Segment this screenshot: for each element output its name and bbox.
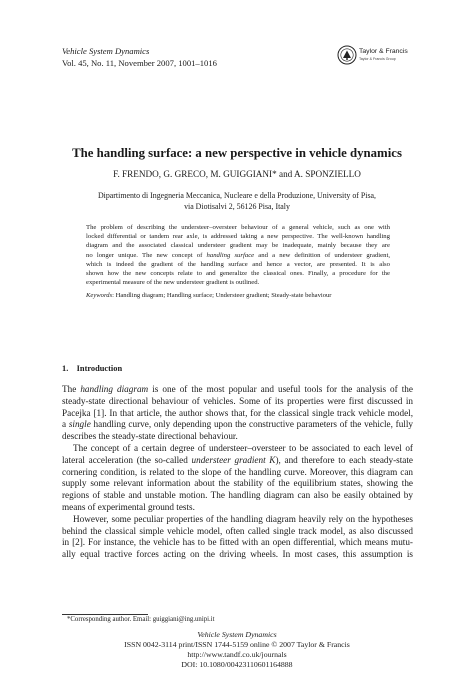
emphasis: understeer gradient K xyxy=(191,454,276,465)
keywords xyxy=(86,292,390,299)
body-line: However, some peculiar properties of the handling diagram heavily rely on the hypotheses xyxy=(73,513,413,524)
footer-journal: Vehicle System Dynamics xyxy=(197,630,277,639)
paragraph xyxy=(62,384,413,443)
footer-doi: DOI: 10.1080/00423110601164888 xyxy=(181,660,293,669)
body-line: supply some relevant information about the stability of the equilibrium states, showing the xyxy=(62,478,413,489)
body-line: steady-state directional behaviour of vehicles. Some of its properties were first discussed in xyxy=(62,395,413,406)
footnote-divider xyxy=(62,614,148,615)
affiliation-line: via Diotisalvi 2, 56126 Pisa, Italy xyxy=(184,202,290,211)
text-run: is one of the most popular and useful tools for the analysis of the xyxy=(148,384,413,394)
affiliation-line: Dipartimento di Ingegneria Meccanica, Nucleare e della Produzione, University of Pisa, xyxy=(97,191,377,200)
section-number: 1. xyxy=(62,364,69,373)
publisher-group: Taylor & Francis Group xyxy=(359,57,396,61)
abstract-emphasis: handling surface xyxy=(206,251,255,259)
footer-url[interactable]: http://www.tandf.co.uk/journals xyxy=(187,650,287,659)
footer-issn: ISSN 0042-3114 print/ISSN 1744-5159 online © 2007 Taylor & Francis xyxy=(124,640,350,649)
paragraph xyxy=(62,514,413,561)
body-line xyxy=(62,419,413,431)
body-line: cornering condition, is related to the slope of the handling curve. Moreover, this diagram can xyxy=(62,466,413,477)
text-run: The xyxy=(62,384,81,394)
journal-issue: Vol. 45, No. 11, November 2007, 1001–1016 xyxy=(62,58,217,68)
body-line: ally equal tractive forces acting on the driving wheels. In most cases, this assumption is xyxy=(62,549,413,560)
abstract-line xyxy=(86,251,390,260)
emphasis: single xyxy=(68,419,91,430)
publisher-block xyxy=(337,43,427,69)
section-heading xyxy=(62,364,122,373)
page-footer xyxy=(0,630,474,670)
taylor-francis-logo-icon xyxy=(337,45,357,65)
body-line xyxy=(62,455,413,467)
keywords-text: : Handling diagram; Handling surface; Understeer gradient; Steady-state behaviour xyxy=(112,292,332,299)
publisher-name: Taylor & Francis xyxy=(359,48,408,55)
authors: F. FRENDO, G. GRECO, M. GUIGGIANI* and A. SPONZIELLO xyxy=(113,169,361,179)
abstract-line: diagram and the associated classical understeer gradient may be inadequate, mainly because they are xyxy=(86,242,390,250)
keywords-label: Keywords xyxy=(86,292,113,299)
body-line: means of experimental ground tests. xyxy=(62,501,195,512)
abstract-line: locked differential or tandem rear axle, is addressed taking a new perspective. The well-known handling xyxy=(86,233,390,241)
article-title: The handling surface: a new perspective in vehicle dynamics xyxy=(72,146,402,160)
abstract xyxy=(86,223,390,287)
body-line: regions of stable and unstable motion. The handling diagram can also be easily obtained by xyxy=(62,490,413,501)
body-line: Pacejka [1]. In that article, the author shows that, for the classical single track vehicle model, xyxy=(62,407,413,418)
body-line: behind the classical simple vehicle model, often called single track model, as also discussed xyxy=(62,525,413,536)
abstract-line: shown how the new concepts relate to and generalize the classical ones. Finally, a procedure for the xyxy=(86,270,390,278)
abstract-line: The problem of describing the understeer–oversteer behaviour of a general vehicle, such as one with xyxy=(86,224,390,231)
abstract-line: which is indeed the gradient of the handling surface and hence a vector, are presented. It is also xyxy=(86,260,390,268)
body-line: in [2]. For instance, the vehicle has to be fitted with an open differential, which means mutu- xyxy=(62,537,413,548)
body-text xyxy=(62,384,413,561)
text-run: handling curve, only depending upon the constructive parameters of the vehicle, fully xyxy=(90,419,414,430)
body-line: describes the steady-state directional behaviour. xyxy=(62,431,238,442)
text-run: lateral acceleration (the so-called xyxy=(62,454,192,465)
abstract-text: no longer unique. The new concept of xyxy=(86,251,207,259)
paragraph xyxy=(62,443,413,514)
affiliation xyxy=(0,190,474,212)
body-line: The concept of a certain degree of understeer–oversteer to be associated to each level of xyxy=(73,442,413,453)
abstract-text: and a new definition of understeer gradient, xyxy=(254,251,390,259)
text-run: ), and therefore to each steady-state xyxy=(275,454,413,465)
abstract-line: experimental measure of the new understeer gradient is outlined. xyxy=(86,279,260,287)
journal-header xyxy=(62,45,217,69)
section-title: Introduction xyxy=(76,364,123,373)
body-line xyxy=(62,384,413,396)
journal-name: Vehicle System Dynamics xyxy=(62,46,150,56)
emphasis: handling diagram xyxy=(80,384,149,394)
footnote: *Corresponding author. Email: guiggiani@ing.unipi.it xyxy=(67,616,215,623)
text-run: a xyxy=(62,419,69,430)
